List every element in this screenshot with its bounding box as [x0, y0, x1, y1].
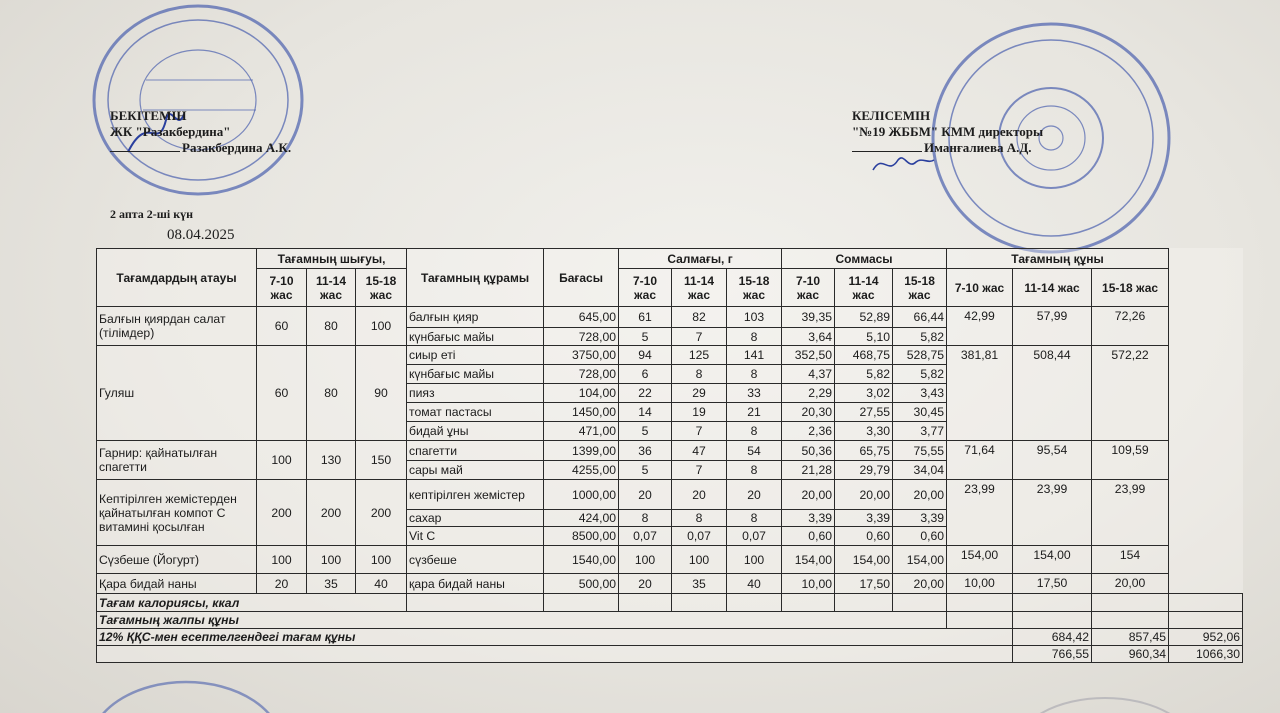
- weight-value: 8: [619, 510, 672, 527]
- signature-line: [110, 151, 180, 152]
- approval-company: ЖК "Разакбердина": [110, 124, 231, 139]
- approval-block: [110, 108, 291, 156]
- cost-value: 381,81: [947, 346, 1013, 441]
- header-row: [97, 249, 1243, 269]
- sum-value: 2,36: [782, 422, 835, 441]
- weight-value: 103: [727, 307, 782, 328]
- ingredient-name: сары май: [407, 461, 544, 480]
- weight-value: 100: [727, 546, 782, 574]
- portion-value: 100: [257, 546, 307, 574]
- weight-value: 5: [619, 461, 672, 480]
- sum-value: 29,79: [835, 461, 893, 480]
- weight-value: 8: [672, 365, 727, 384]
- weight-value: 7: [672, 422, 727, 441]
- sum-value: 3,39: [893, 510, 947, 527]
- ingredient-name: Vit C: [407, 527, 544, 546]
- header-portion: Тағамның шығуы,: [257, 249, 407, 269]
- weight-value: 35: [672, 574, 727, 594]
- header-age: 7-10 жас: [619, 269, 672, 307]
- cost-value: 10,00: [947, 574, 1013, 594]
- ingredient-name: қара бидай наны: [407, 574, 544, 594]
- portion-value: 60: [257, 346, 307, 441]
- weight-value: 40: [727, 574, 782, 594]
- weight-value: 21: [727, 403, 782, 422]
- weight-value: 8: [727, 510, 782, 527]
- ingredient-price: 728,00: [544, 365, 619, 384]
- ingredient-price: 4255,00: [544, 461, 619, 480]
- weight-value: 0,07: [727, 527, 782, 546]
- sum-value: 0,60: [893, 527, 947, 546]
- portion-value: 200: [307, 480, 356, 546]
- empty-cell: [1013, 594, 1092, 612]
- weight-value: 8: [727, 365, 782, 384]
- weight-value: 5: [619, 422, 672, 441]
- sum-value: 50,36: [782, 441, 835, 461]
- cost-value: 42,99: [947, 307, 1013, 346]
- ingredient-name: сахар: [407, 510, 544, 527]
- portion-value: 40: [356, 574, 407, 594]
- calories-label: Тағам калориясы, ккал: [97, 594, 407, 612]
- cost-value: 109,59: [1092, 441, 1169, 480]
- sum-value: 5,10: [835, 328, 893, 346]
- dish-name: Гарнир: қайнатылған спагетти: [97, 441, 257, 480]
- portion-value: 20: [257, 574, 307, 594]
- table-row: [97, 307, 1243, 328]
- sum-value: 10,00: [782, 574, 835, 594]
- portion-value: 100: [356, 307, 407, 346]
- bottom-stamp-fragment-right: [1010, 690, 1200, 713]
- sum-value: 154,00: [893, 546, 947, 574]
- vat-value: 960,34: [1092, 646, 1169, 663]
- table-row: [97, 480, 1243, 510]
- weight-value: 6: [619, 365, 672, 384]
- sum-value: 3,77: [893, 422, 947, 441]
- cost-value: 17,50: [1013, 574, 1092, 594]
- weight-value: 22: [619, 384, 672, 403]
- vat-label: 12% ҚҚС-мен есептелгендегі тағам құны: [97, 629, 1013, 646]
- total-value: 952,06: [1169, 629, 1243, 646]
- cost-value: 23,99: [947, 480, 1013, 546]
- header-age: 11-14 жас: [1013, 269, 1092, 307]
- cost-value: 20,00: [1092, 574, 1169, 594]
- cost-value: 154,00: [947, 546, 1013, 574]
- portion-value: 200: [257, 480, 307, 546]
- empty-cell: [1013, 612, 1092, 629]
- empty-cell: [672, 594, 727, 612]
- ingredient-name: кептірілген жемістер: [407, 480, 544, 510]
- header-age: 15-18 жас: [727, 269, 782, 307]
- header-age: 7-10 жас: [257, 269, 307, 307]
- left-seal-stamp: [88, 2, 308, 202]
- table-row: [97, 574, 1243, 594]
- empty-cell: [1092, 594, 1169, 612]
- portion-value: 100: [356, 546, 407, 574]
- vat-row: [97, 646, 1243, 663]
- cost-value: 154,00: [1013, 546, 1092, 574]
- empty-cell: [619, 594, 672, 612]
- dish-name: Қара бидай наны: [97, 574, 257, 594]
- header-cost: Тағамның құны: [947, 249, 1169, 269]
- total-row: [97, 612, 1243, 629]
- empty-cell: [97, 646, 1013, 663]
- sum-value: 528,75: [893, 346, 947, 365]
- dish-name: Балғын қиярдан салат (тілімдер): [97, 307, 257, 346]
- empty-cell: [947, 594, 1013, 612]
- week-day: 2 апта 2-ші күн: [110, 207, 194, 221]
- portion-value: 100: [257, 441, 307, 480]
- ingredient-name: бидай ұны: [407, 422, 544, 441]
- table-row: [97, 441, 1243, 461]
- total-value: 857,45: [1092, 629, 1169, 646]
- ingredient-name: томат пастасы: [407, 403, 544, 422]
- sum-value: 5,82: [893, 365, 947, 384]
- agreement-signer: Иманғалиева А.Д.: [924, 140, 1032, 155]
- sum-value: 20,30: [782, 403, 835, 422]
- weight-value: 7: [672, 328, 727, 346]
- sum-value: 154,00: [835, 546, 893, 574]
- weight-value: 8: [727, 422, 782, 441]
- header-age: 11-14 жас: [672, 269, 727, 307]
- menu-table: [96, 248, 1243, 663]
- cost-value: 572,22: [1092, 346, 1169, 441]
- weight-value: 125: [672, 346, 727, 365]
- sum-value: 3,64: [782, 328, 835, 346]
- ingredient-price: 1399,00: [544, 441, 619, 461]
- dish-name: Сүзбеше (Йогурт): [97, 546, 257, 574]
- weight-value: 82: [672, 307, 727, 328]
- sum-value: 52,89: [835, 307, 893, 328]
- ingredient-name: спагетти: [407, 441, 544, 461]
- empty-cell: [947, 612, 1013, 629]
- ingredient-price: 104,00: [544, 384, 619, 403]
- approval-signer: Разакбердина А.К.: [182, 140, 292, 155]
- sum-value: 2,29: [782, 384, 835, 403]
- dish-name: Гуляш: [97, 346, 257, 441]
- sum-value: 0,60: [835, 527, 893, 546]
- portion-value: 100: [307, 546, 356, 574]
- table-row: [97, 546, 1243, 574]
- sum-value: 66,44: [893, 307, 947, 328]
- header-age: 7-10 жас: [782, 269, 835, 307]
- ingredient-price: 471,00: [544, 422, 619, 441]
- agreement-org: "№19 ЖББМ" КММ директоры: [852, 124, 1044, 139]
- weight-value: 5: [619, 328, 672, 346]
- sum-value: 5,82: [893, 328, 947, 346]
- cost-value: 72,26: [1092, 307, 1169, 346]
- weight-value: 33: [727, 384, 782, 403]
- portion-value: 90: [356, 346, 407, 441]
- empty-cell: [407, 594, 544, 612]
- sum-value: 154,00: [782, 546, 835, 574]
- calories-row: [97, 594, 1243, 612]
- sum-value: 5,82: [835, 365, 893, 384]
- sum-value: 27,55: [835, 403, 893, 422]
- sum-value: 17,50: [835, 574, 893, 594]
- cost-value: 57,99: [1013, 307, 1092, 346]
- ingredient-price: 500,00: [544, 574, 619, 594]
- ingredient-name: балғын қияр: [407, 307, 544, 328]
- weight-value: 0,07: [672, 527, 727, 546]
- total-value: 684,42: [1013, 629, 1092, 646]
- header-weight: Салмағы, г: [619, 249, 782, 269]
- sum-value: 75,55: [893, 441, 947, 461]
- weight-value: 100: [672, 546, 727, 574]
- weight-value: 20: [619, 480, 672, 510]
- empty-cell: [727, 594, 782, 612]
- header-sum: Соммасы: [782, 249, 947, 269]
- vat-value: 1066,30: [1169, 646, 1243, 663]
- ingredient-price: 424,00: [544, 510, 619, 527]
- sum-value: 21,28: [782, 461, 835, 480]
- sum-value: 3,30: [835, 422, 893, 441]
- sum-value: 3,43: [893, 384, 947, 403]
- ingredient-price: 728,00: [544, 328, 619, 346]
- ingredient-price: 1000,00: [544, 480, 619, 510]
- header-age: 7-10 жас: [947, 269, 1013, 307]
- weight-value: 29: [672, 384, 727, 403]
- empty-cell: [835, 594, 893, 612]
- sum-value: 4,37: [782, 365, 835, 384]
- ingredient-price: 645,00: [544, 307, 619, 328]
- header-dish-name: Тағамдардың атауы: [97, 249, 257, 307]
- portion-value: 80: [307, 346, 356, 441]
- ingredient-price: 1540,00: [544, 546, 619, 574]
- header-price: Бағасы: [544, 249, 619, 307]
- menu-date: 08.04.2025: [167, 227, 235, 243]
- cost-value: 23,99: [1013, 480, 1092, 546]
- total-values-row: [97, 629, 1243, 646]
- cost-value: 71,64: [947, 441, 1013, 480]
- approval-title: БЕКІТЕМІН: [110, 108, 187, 123]
- weight-value: 7: [672, 461, 727, 480]
- sum-value: 34,04: [893, 461, 947, 480]
- weight-value: 20: [619, 574, 672, 594]
- cost-value: 154: [1092, 546, 1169, 574]
- ingredient-price: 8500,00: [544, 527, 619, 546]
- weight-value: 141: [727, 346, 782, 365]
- dish-name: Кептірілген жемістерден қайнатылған компот С витамині қосылған: [97, 480, 257, 546]
- sum-value: 3,02: [835, 384, 893, 403]
- ingredient-name: күнбағыс майы: [407, 365, 544, 384]
- weight-value: 19: [672, 403, 727, 422]
- sum-value: 0,60: [782, 527, 835, 546]
- weight-value: 47: [672, 441, 727, 461]
- weight-value: 0,07: [619, 527, 672, 546]
- ingredient-name: сүзбеше: [407, 546, 544, 574]
- portion-value: 200: [356, 480, 407, 546]
- sum-value: 20,00: [835, 480, 893, 510]
- weight-value: 20: [672, 480, 727, 510]
- ingredient-name: сиыр еті: [407, 346, 544, 365]
- cost-value: 95,54: [1013, 441, 1092, 480]
- portion-value: 150: [356, 441, 407, 480]
- portion-value: 35: [307, 574, 356, 594]
- header-composition: Тағамның құрамы: [407, 249, 544, 307]
- ingredient-price: 3750,00: [544, 346, 619, 365]
- signature-scribble: [868, 148, 938, 178]
- weight-value: 14: [619, 403, 672, 422]
- sum-value: 352,50: [782, 346, 835, 365]
- sum-value: 20,00: [782, 480, 835, 510]
- bottom-stamp-fragment: [86, 676, 286, 713]
- weight-value: 8: [727, 461, 782, 480]
- sum-value: 3,39: [835, 510, 893, 527]
- ingredient-name: күнбағыс майы: [407, 328, 544, 346]
- empty-cell: [1169, 594, 1243, 612]
- ingredient-price: 1450,00: [544, 403, 619, 422]
- sum-value: 468,75: [835, 346, 893, 365]
- header-age: 11-14 жас: [835, 269, 893, 307]
- empty-cell: [893, 594, 947, 612]
- cost-value: 508,44: [1013, 346, 1092, 441]
- weight-value: 8: [727, 328, 782, 346]
- sum-value: 20,00: [893, 480, 947, 510]
- weight-value: 61: [619, 307, 672, 328]
- header-age: 11-14 жас: [307, 269, 356, 307]
- cost-value: 23,99: [1092, 480, 1169, 546]
- portion-value: 130: [307, 441, 356, 480]
- sum-value: 65,75: [835, 441, 893, 461]
- empty-cell: [782, 594, 835, 612]
- agreement-title: КЕЛІСЕМІН: [852, 108, 931, 123]
- sum-value: 39,35: [782, 307, 835, 328]
- empty-cell: [544, 594, 619, 612]
- weight-value: 8: [672, 510, 727, 527]
- weight-value: 54: [727, 441, 782, 461]
- portion-value: 60: [257, 307, 307, 346]
- weight-value: 100: [619, 546, 672, 574]
- weight-value: 94: [619, 346, 672, 365]
- empty-cell: [1092, 612, 1169, 629]
- portion-value: 80: [307, 307, 356, 346]
- sum-value: 3,39: [782, 510, 835, 527]
- empty-cell: [1169, 612, 1243, 629]
- header-age: 15-18 жас: [356, 269, 407, 307]
- weight-value: 36: [619, 441, 672, 461]
- header-age: 15-18 жас: [1092, 269, 1169, 307]
- total-label: Тағамның жалпы құны: [97, 612, 947, 629]
- vat-value: 766,55: [1013, 646, 1092, 663]
- sum-value: 30,45: [893, 403, 947, 422]
- header-age: 15-18 жас: [893, 269, 947, 307]
- weight-value: 20: [727, 480, 782, 510]
- ingredient-name: пияз: [407, 384, 544, 403]
- table-row: [97, 346, 1243, 365]
- sum-value: 20,00: [893, 574, 947, 594]
- header-age-row: [97, 269, 1243, 307]
